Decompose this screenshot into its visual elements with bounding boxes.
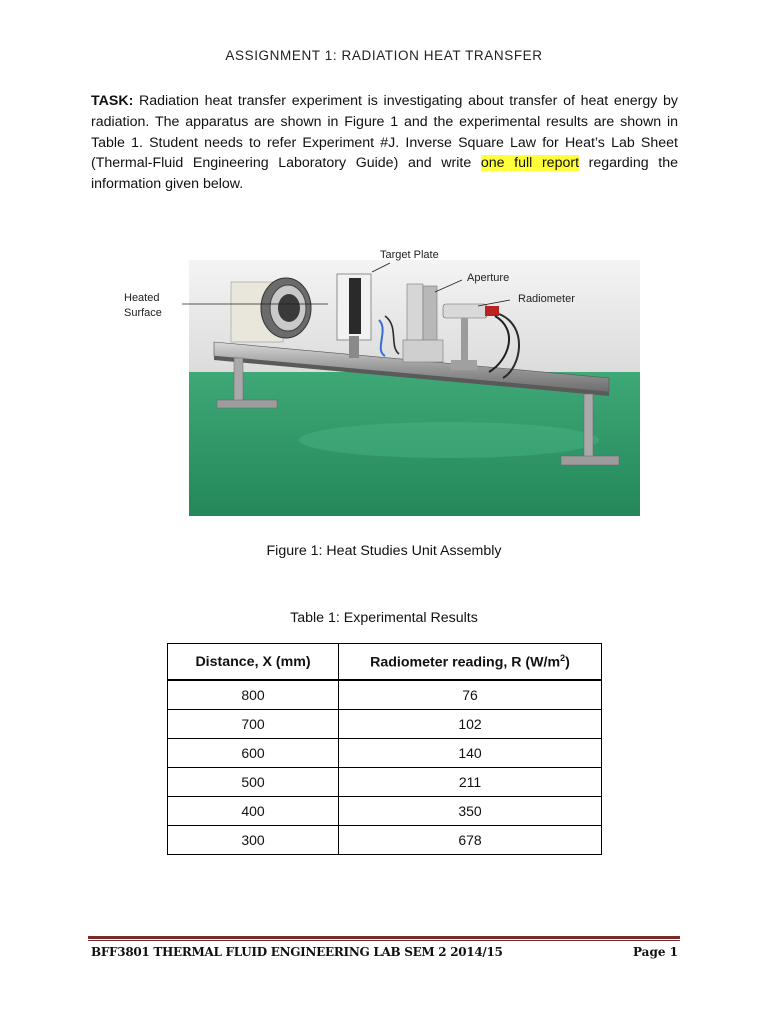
results-table [167,643,602,855]
task-paragraph [91,91,678,195]
header-distance: Distance, X (mm) [168,644,339,681]
footer-rule-thin [88,940,680,941]
highlighted-text: one full report [480,155,580,172]
callout-heated-surface [124,291,162,321]
cell-reading: 350 [339,797,602,826]
cell-distance: 800 [168,680,339,710]
cell-distance: 300 [168,826,339,855]
callout-aperture: Aperture [467,272,510,284]
header-superscript: 2 [560,652,566,663]
cell-distance: 500 [168,768,339,797]
cell-reading: 102 [339,710,602,739]
footer-rule-thick [88,936,680,939]
table-row [168,797,602,826]
task-text-after: regarding the information given below. [91,155,678,193]
table-row [168,826,602,855]
table-row [168,680,602,710]
cell-distance: 400 [168,797,339,826]
table-row [168,768,602,797]
callout-heated-line2: Surface [124,307,162,319]
cell-reading: 678 [339,826,602,855]
task-label: TASK: [91,93,134,109]
callout-radiometer: Radiometer [518,293,575,305]
callout-heated-line1: Heated [124,292,160,304]
figure-caption: Figure 1: Heat Studies Unit Assembly [266,543,502,559]
footer-course-text: BFF3801 THERMAL FLUID ENGINEERING LAB SEM 2 2014/15 [91,945,503,959]
footer-page-number: Page 1 [632,945,678,959]
table-row [168,710,602,739]
cell-reading: 211 [339,768,602,797]
table-header-row [168,644,602,681]
table-caption: Table 1: Experimental Results [290,610,478,626]
document-title: ASSIGNMENT 1: RADIATION HEAT TRANSFER [225,48,543,63]
callout-target-plate: Target Plate [380,249,439,261]
cell-reading: 140 [339,739,602,768]
table-row [168,739,602,768]
cell-distance: 600 [168,739,339,768]
cell-distance: 700 [168,710,339,739]
apparatus-figure [110,246,645,518]
header-radiometer: Radiometer reading, R $(W/m^2)$ [339,644,602,681]
cell-reading: 76 [339,680,602,710]
task-text-before: Radiation heat transfer experiment is investigating about transfer of heat energy by radiation. The apparatus are shown in Figure 1 and the experimental results are shown in Table 1. Student needs to refer Experiment #J. Inverse Square Law for Heat’s Lab Sheet (Thermal-Fluid Engineering Laboratory Guide) and write [91,93,678,172]
callout-leaders [110,246,645,518]
